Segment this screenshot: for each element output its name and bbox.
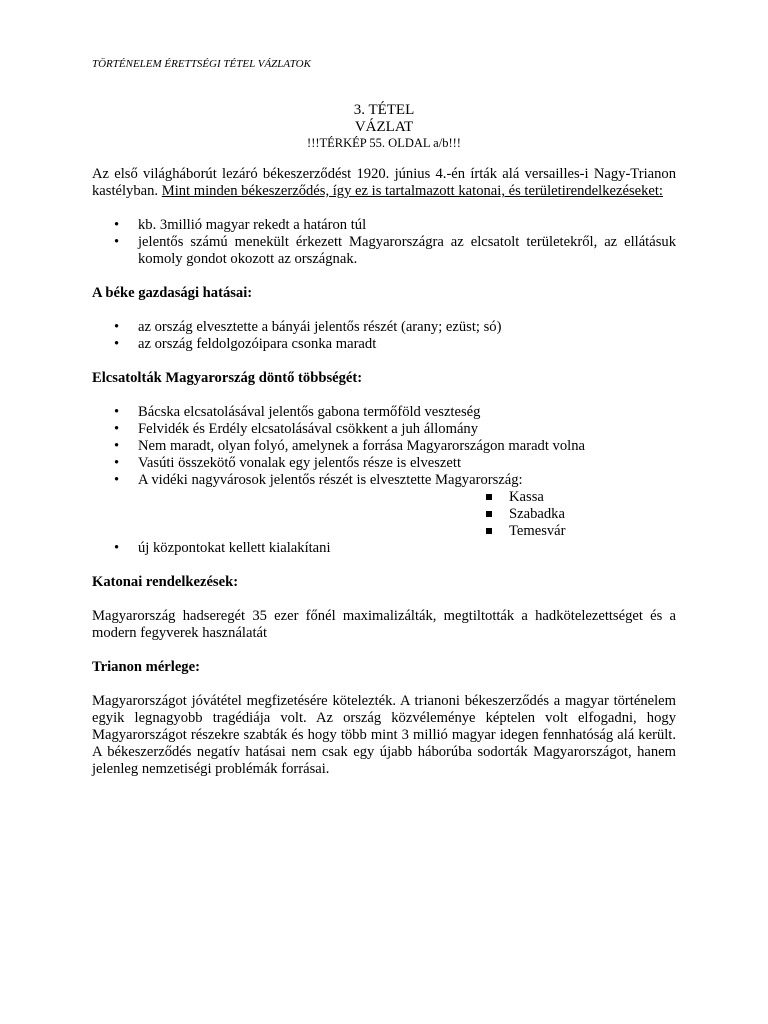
list-item-text: kb. 3millió magyar rekedt a határon túl bbox=[138, 217, 367, 233]
intro-paragraph bbox=[92, 166, 676, 200]
list-item bbox=[92, 404, 676, 421]
list-item bbox=[92, 523, 676, 540]
city-name: Kassa bbox=[509, 489, 544, 505]
title-line-3: !!!TÉRKÉP 55. OLDAL a/b!!! bbox=[307, 136, 461, 150]
elcsatoltak-last-list bbox=[92, 540, 676, 557]
city-name: Temesvár bbox=[509, 523, 566, 539]
square-bullet-icon bbox=[486, 511, 492, 517]
title-line-1: 3. TÉTEL bbox=[353, 102, 415, 118]
list-item-text: Felvidék és Erdély elcsatolásával csökkent a juh állomány bbox=[138, 421, 479, 437]
list-item bbox=[92, 489, 676, 506]
list-item-text: új központokat kellett kialakítani bbox=[138, 540, 331, 556]
bullet-icon: • bbox=[114, 472, 120, 488]
document-body bbox=[92, 166, 676, 778]
bullet-icon: • bbox=[114, 540, 120, 556]
list-item bbox=[92, 319, 676, 336]
list-item bbox=[92, 506, 676, 523]
list-item bbox=[92, 540, 676, 557]
intro-underlined-text: Mint minden békeszerződés, így ez is tartalmazott katonai, és területirendelkezéseket: bbox=[161, 183, 663, 199]
bullet-icon: • bbox=[114, 404, 120, 420]
list-item-text: Nem maradt, olyan folyó, amelynek a forrása Magyarországon maradt volna bbox=[138, 438, 585, 454]
heading-elcsatoltak: Elcsatolták Magyarország döntő többségét: bbox=[92, 370, 363, 386]
merlege-paragraph: Magyarországot jóvátétel megfizetésére kötelezték. A trianoni békeszerződés a magyar történelem egyik legnagyobb tragédiája volt. Az ország közvéleménye képtelen volt elfogadni, hogy Magyarországot részekre szabták és hogy több mint 3 millió magyar idegen fennhatóság alá került. A békeszerződés negatív hatásai nem csak egy újabb háborúba sodorták Magyarországot, hanem jelenleg nemzetiségi problémák forrásai. bbox=[92, 693, 676, 777]
list-item-text: A vidéki nagyvárosok jelentős részét is elvesztette Magyarország: bbox=[138, 472, 523, 488]
list-item bbox=[92, 421, 676, 438]
intro-text: Az első világháborút lezáró békeszerződést 1920. június 4.-én írták alá versailles-i Nagy-Trianon kastélyban. bbox=[92, 166, 676, 199]
city-name: Szabadka bbox=[509, 506, 565, 522]
bullet-icon: • bbox=[114, 421, 120, 437]
heading-merlege: Trianon mérlege: bbox=[92, 659, 200, 675]
bullet-icon: • bbox=[114, 438, 120, 454]
heading-katonai: Katonai rendelkezések: bbox=[92, 574, 239, 590]
list-item-text: az ország elvesztette a bányái jelentős részét (arany; ezüst; só) bbox=[138, 319, 502, 335]
bullet-icon: • bbox=[114, 319, 120, 335]
page-header: TÖRTÉNELEM ÉRETTSÉGI TÉTEL VÁZLATOK bbox=[92, 58, 311, 70]
square-bullet-icon bbox=[486, 494, 492, 500]
list-item-text: Bácska elcsatolásával jelentős gabona termőföld veszteség bbox=[138, 404, 481, 420]
consequences-list bbox=[92, 217, 676, 268]
bullet-icon: • bbox=[114, 217, 120, 233]
elcsatoltak-list bbox=[92, 404, 676, 489]
heading-gazdasagi: A béke gazdasági hatásai: bbox=[92, 285, 253, 301]
list-item bbox=[92, 217, 676, 234]
list-item bbox=[92, 234, 676, 268]
list-item bbox=[92, 336, 676, 353]
list-item-text: Vasúti összekötő vonalak egy jelentős része is elveszett bbox=[138, 455, 461, 471]
list-item bbox=[92, 455, 676, 472]
cities-list bbox=[92, 489, 676, 540]
title-block bbox=[92, 102, 676, 151]
gazdasagi-list bbox=[92, 319, 676, 353]
bullet-icon: • bbox=[114, 234, 120, 250]
list-item-text: jelentős számú menekült érkezett Magyarországra az elcsatolt területekről, az ellátásuk komoly gondot okozott az országnak. bbox=[138, 234, 676, 267]
list-item bbox=[92, 472, 676, 489]
list-item-text: az ország feldolgozóipara csonka maradt bbox=[138, 336, 377, 352]
bullet-icon: • bbox=[114, 455, 120, 471]
bullet-icon: • bbox=[114, 336, 120, 352]
katonai-paragraph: Magyarország hadseregét 35 ezer főnél maximalizálták, megtiltották a hadkötelezettséget és a modern fegyverek használatát bbox=[92, 608, 676, 641]
list-item bbox=[92, 438, 676, 455]
title-line-2: VÁZLAT bbox=[354, 119, 414, 135]
square-bullet-icon bbox=[486, 528, 492, 534]
